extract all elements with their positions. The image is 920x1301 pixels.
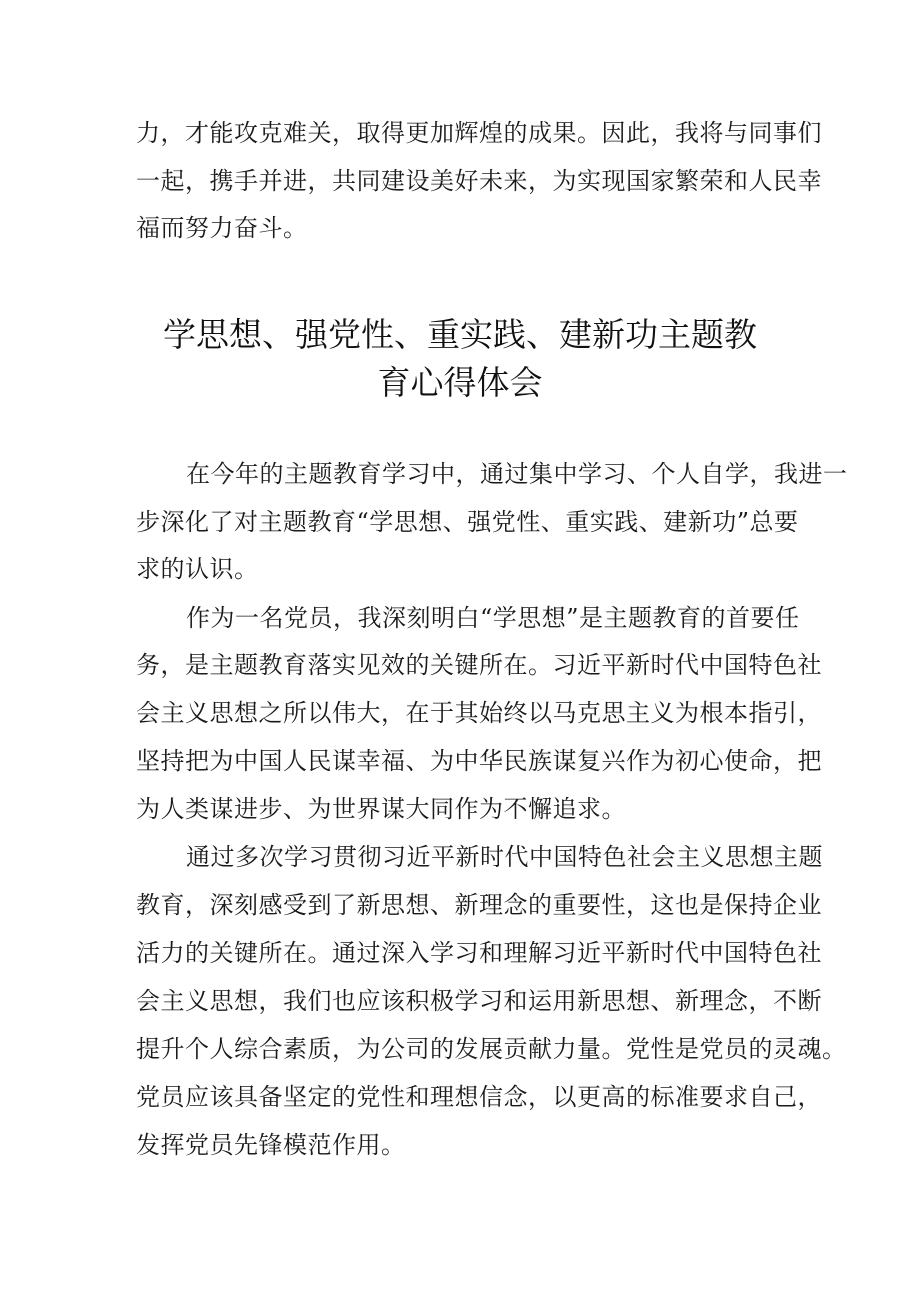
intro-line-3: 福而努力奋斗。 xyxy=(136,214,308,242)
paragraph-2-line-4: 坚持把为中国人民谋幸福、为中华民族谋复兴作为初心使命，把 xyxy=(136,747,822,775)
paragraph-3-line-5: 提升个人综合素质，为公司的发展贡献力量。党性是党员的灵魂。 xyxy=(136,1035,847,1063)
paragraph-3-line-6: 党员应该具备坚定的党性和理想信念，以更高的标准要求自己， xyxy=(136,1083,822,1111)
paragraph-1-line-1: 在今年的主题教育学习中，通过集中学习、个人自学，我进一 xyxy=(186,460,848,488)
paragraph-3-line-2: 教育，深刻感受到了新思想、新理念的重要性，这也是保持企业 xyxy=(136,891,822,919)
intro-line-2: 一起，携手并进，共同建设美好未来，为实现国家繁荣和人民幸 xyxy=(136,167,822,195)
paragraph-3-line-4: 会主义思想，我们也应该积极学习和运用新思想、新理念，不断 xyxy=(136,987,822,1015)
page-title-line-1: 学思想、强党性、重实践、建新功主题教 xyxy=(163,315,757,354)
page-title-line-2: 育心得体会 xyxy=(377,363,543,402)
paragraph-3-line-7: 发挥党员先锋模范作用。 xyxy=(136,1131,406,1159)
paragraph-3-line-1: 通过多次学习贯彻习近平新时代中国特色社会主义思想主题 xyxy=(186,843,823,871)
paragraph-2-line-2: 务，是主题教育落实见效的关键所在。习近平新时代中国特色社 xyxy=(136,651,822,679)
paragraph-1-line-3: 求的认识。 xyxy=(136,555,259,583)
paragraph-2-line-3: 会主义思想之所以伟大，在于其始终以马克思主义为根本指引， xyxy=(136,699,822,727)
paragraph-3-line-3: 活力的关键所在。通过深入学习和理解习近平新时代中国特色社 xyxy=(136,939,822,967)
paragraph-1-line-2: 步深化了对主题教育“学思想、强党性、重实践、建新功”总要 xyxy=(136,508,799,536)
intro-line-1: 力，才能攻克难关，取得更加辉煌的成果。因此，我将与同事们 xyxy=(136,119,822,147)
paragraph-2-line-5: 为人类谋进步、为世界谋大同作为不懈追求。 xyxy=(136,795,626,823)
paragraph-2-line-1: 作为一名党员，我深刻明白“学思想”是主题教育的首要任 xyxy=(186,604,800,632)
